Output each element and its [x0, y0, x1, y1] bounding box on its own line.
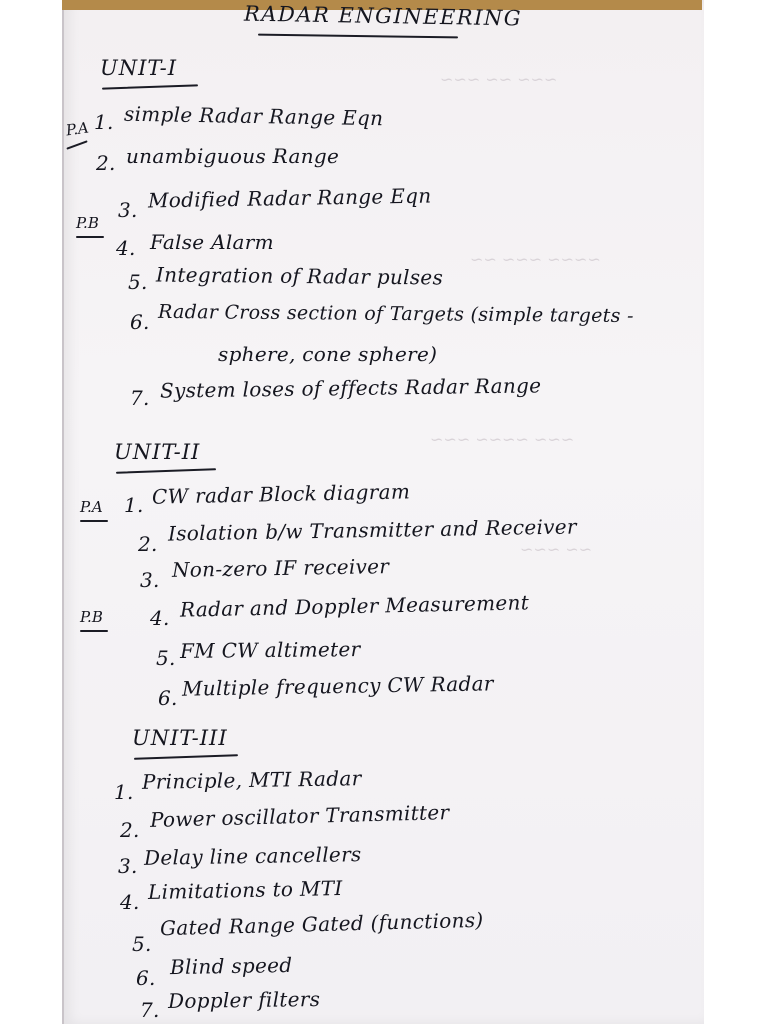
- list-item-number: 5.: [132, 932, 152, 956]
- list-item-number: 6.: [158, 686, 178, 710]
- list-item-number: 1.: [114, 780, 134, 804]
- unit-heading: UNIT-I: [100, 56, 178, 80]
- bleed-through-mark: ~~~~ ~~~ ~~: [470, 250, 601, 269]
- list-item-number: 5.: [128, 270, 148, 294]
- part-tag: P.B: [80, 608, 103, 626]
- list-item-number: 4.: [116, 236, 136, 260]
- list-item-number: 3.: [140, 568, 160, 592]
- part-tag-underline: [80, 520, 108, 522]
- list-item-text: Multiple frequency CW Radar: [181, 671, 494, 701]
- page-title: RADAR ENGINEERING: [243, 1, 523, 31]
- list-item-text: Non-zero IF receiver: [171, 554, 390, 582]
- unit-heading: UNIT-III: [132, 726, 228, 750]
- list-item-text: Principle, MTI Radar: [141, 766, 362, 794]
- bleed-through-mark: ~~ ~~~: [520, 540, 593, 559]
- list-item-text: Gated Range Gated (functions): [159, 907, 484, 941]
- list-item-number: 3.: [118, 198, 138, 222]
- part-tag-underline: [80, 630, 108, 632]
- bleed-through-mark: ~~~ ~~~~ ~~~: [430, 430, 575, 449]
- list-item-number: 7.: [130, 386, 150, 410]
- list-item-text: CW radar Block diagram: [151, 479, 411, 509]
- bleed-through-mark: ~~~ ~~ ~~~: [440, 70, 558, 89]
- part-tag: P.A: [80, 498, 103, 516]
- list-item-text: Delay line cancellers: [143, 842, 362, 870]
- list-item-number: 5.: [156, 646, 176, 670]
- list-item-text: Modified Radar Range Eqn: [147, 183, 432, 213]
- part-tag: P.B: [76, 214, 99, 232]
- list-item-text: Blind speed: [169, 952, 293, 980]
- list-item-text: Integration of Radar pulses: [155, 262, 444, 290]
- list-item-text: Power oscillator Transmitter: [149, 800, 450, 832]
- list-item-text: Radar Cross section of Targets (simple targets -: [157, 300, 634, 328]
- unit-heading: UNIT-II: [114, 440, 201, 464]
- list-item-text: Radar and Doppler Measurement: [179, 590, 530, 622]
- list-item-number: 1.: [94, 110, 114, 134]
- list-item-number: 1.: [124, 493, 144, 517]
- list-item-text: Isolation b/w Transmitter and Receiver: [167, 514, 577, 546]
- list-item-text: simple Radar Range Eqn: [123, 101, 384, 131]
- list-item-number: 6.: [130, 310, 150, 334]
- list-item-text: System loses of effects Radar Range: [159, 373, 542, 403]
- list-item-number: 6.: [136, 966, 156, 990]
- list-item-number: 2.: [138, 532, 158, 556]
- list-item-number: 4.: [150, 606, 170, 630]
- list-item-number: 4.: [120, 890, 140, 914]
- part-tag-underline: [76, 236, 104, 238]
- list-item-text: False Alarm: [150, 230, 274, 254]
- list-item-number: 3.: [118, 854, 138, 878]
- list-item-text: Doppler filters: [167, 986, 321, 1014]
- list-item-number: 2.: [96, 151, 116, 175]
- list-item-text: unambiguous Range: [126, 144, 340, 168]
- list-item-text: FM CW altimeter: [179, 637, 361, 663]
- list-item-text: sphere, cone sphere): [218, 342, 438, 366]
- list-item-number: 7.: [140, 998, 160, 1022]
- list-item-text: Limitations to MTI: [147, 875, 343, 905]
- part-tag: P.A: [64, 118, 90, 140]
- list-item-number: 2.: [120, 818, 140, 842]
